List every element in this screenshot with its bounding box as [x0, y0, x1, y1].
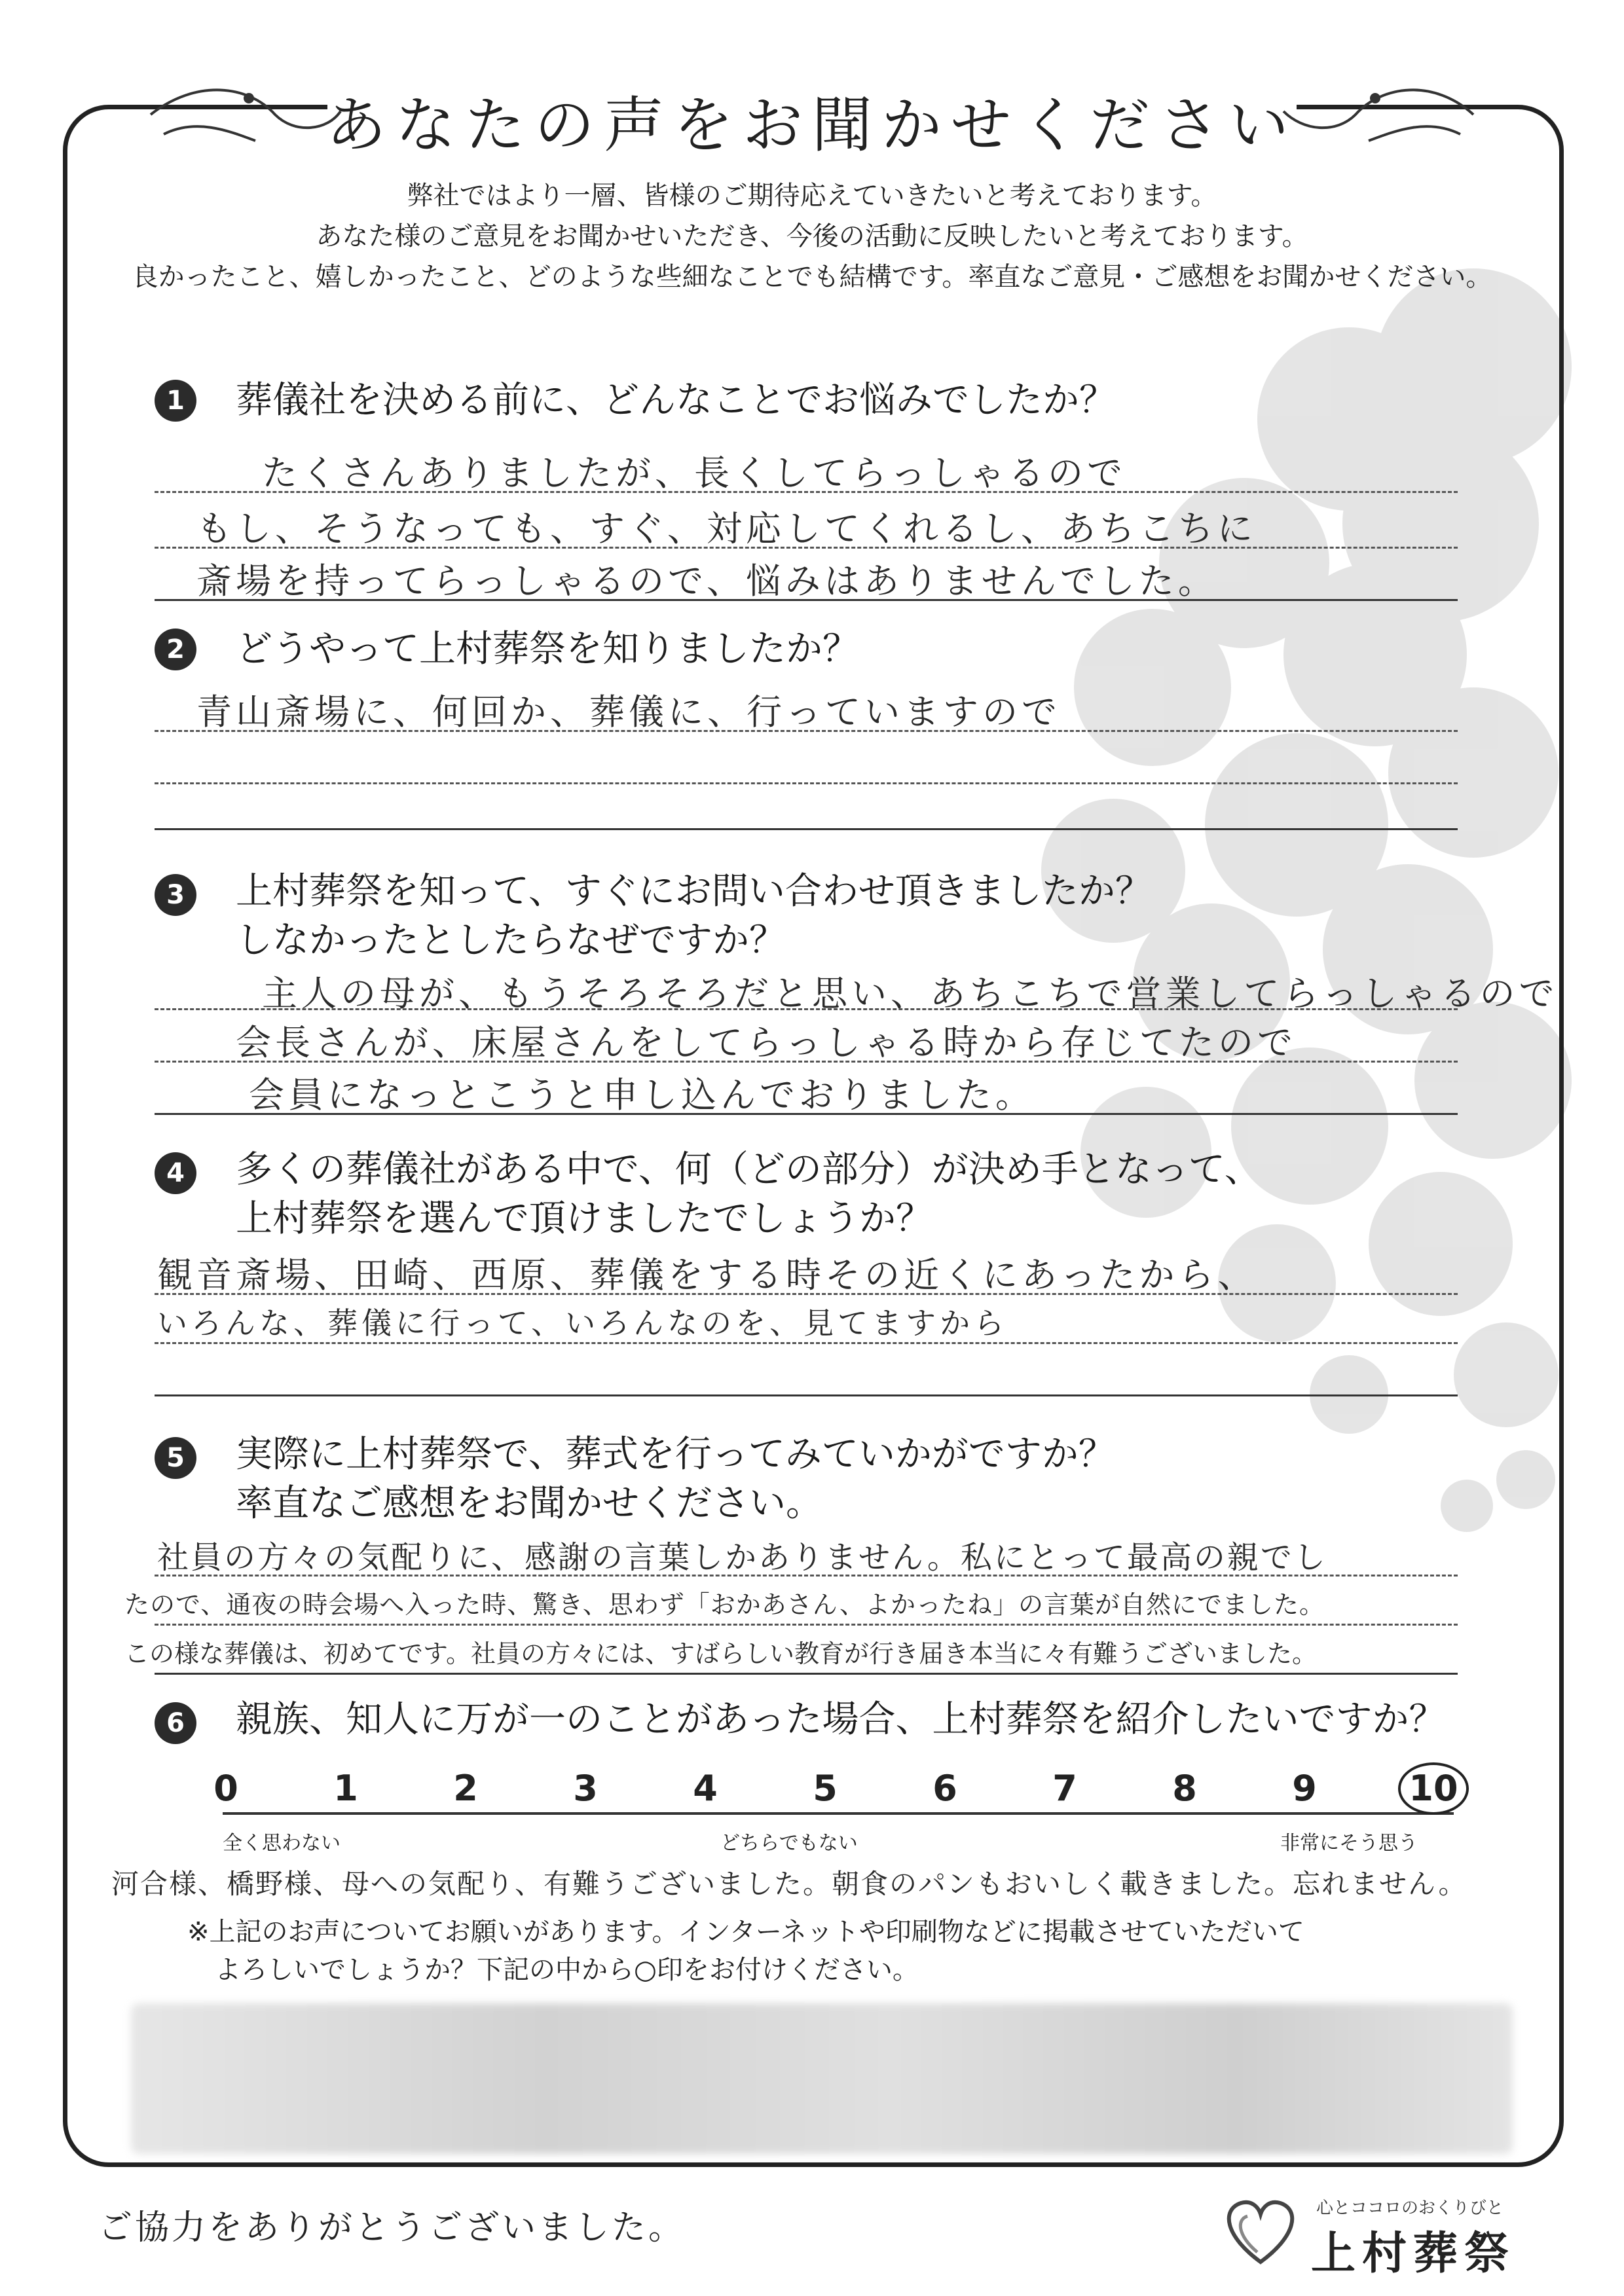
answer-line: この様な葬儀は、初めてです。社員の方々には、すばらしい教育が行き届き本当に々有難うございました。: [124, 1639, 1317, 1668]
answer-line: 青山斎場に、何回か、葬儀に、行っていますので: [196, 691, 1061, 733]
scale-label-high: 非常にそう思う: [1280, 1832, 1418, 1855]
scale-option[interactable]: 6: [932, 1768, 957, 1809]
question-number-badge: 4: [155, 1152, 196, 1194]
answer-rule: [155, 1394, 1458, 1396]
answer-line: 斎場を持ってらっしゃるので、悩みはありませんでした。: [196, 560, 1217, 602]
answer-line: 観音斎場、田崎、西原、葬儀をする時その近くにあったから、: [157, 1254, 1257, 1296]
answer-rule: [155, 828, 1458, 830]
answer-rule: [155, 547, 1458, 549]
answer-line: たので、通夜の時会場へ入った時、驚き、思わず「おかあさん、よかったね」の言葉が自然にでました。: [124, 1590, 1325, 1619]
answer-line: もし、そうなっても、すぐ、対応してくれるし、あちこちに: [196, 508, 1257, 549]
answer-line: 社員の方々の気配りに、感謝の言葉しかありません。私にとって最高の親でし: [157, 1539, 1327, 1576]
scale-option[interactable]: 3: [573, 1768, 598, 1809]
answer-rule: [155, 1673, 1458, 1675]
question-number-badge: 6: [155, 1702, 196, 1744]
note-line: よろしいでしょうか？下記の中から○印をお付けください。: [215, 1955, 919, 1985]
note-line: ※上記のお声についてお願いがあります。インターネットや印刷物などに掲載させていただいて: [187, 1917, 1304, 1947]
scale-option-selected[interactable]: 10: [1398, 1762, 1469, 1815]
brand-name: 上村葬祭: [1311, 2228, 1516, 2280]
answer-rule: [155, 491, 1458, 493]
intro-line: 弊社ではより一層、皆様のご期待応えていきたいと考えております。: [407, 181, 1217, 211]
answer-rule: [155, 730, 1458, 732]
answer-line: 会員になっとこうと申し込んでおりました。: [249, 1074, 1035, 1116]
answer-rule: [155, 782, 1458, 784]
scale-option[interactable]: 1: [333, 1768, 358, 1809]
answer-rule: [155, 1113, 1458, 1115]
page-title: あなたの声をお聞かせください: [325, 90, 1298, 160]
answer-line: 会長さんが、床屋さんをしてらっしゃる時から存じてたので: [236, 1022, 1297, 1063]
scale-option[interactable]: 8: [1172, 1768, 1197, 1809]
question-number-badge: 3: [155, 874, 196, 916]
answer-rule: [155, 1624, 1458, 1626]
intro-line: あなた様のご意見をお聞かせいただき、今後の活動に反映したいと考えております。: [316, 221, 1308, 251]
scale-option[interactable]: 5: [813, 1768, 838, 1809]
answer-line: 主人の母が、もうそろそろだと思い、あちこちで営業してらっしゃるので: [262, 973, 1559, 1014]
thanks-message: ご協力をありがとうございました。: [98, 2208, 686, 2248]
brand-tagline: 心とココロのおくりびと: [1316, 2198, 1504, 2218]
answer-rule: [155, 1342, 1458, 1344]
question-3-text: 上村葬祭を知って、すぐにお問い合わせ頂きましたか？: [236, 870, 1152, 913]
question-number-badge: 5: [155, 1437, 196, 1479]
question-5-text: 実際に上村葬祭で、葬式を行ってみていかがですか？: [236, 1433, 1115, 1476]
scale-option[interactable]: 0: [213, 1768, 238, 1809]
publication-note: [187, 1913, 1304, 1989]
question-5-text: 率直なご感想をお聞かせください。: [236, 1482, 822, 1525]
answer-line: いろんな、葬儀に行って、いろんなのを、見てますから: [157, 1305, 1008, 1341]
answer-line: たくさんありましたが、長くしてらっしゃるので: [262, 452, 1126, 494]
answer-rule: [155, 1575, 1458, 1576]
answer-rule: [155, 1008, 1458, 1010]
scale-axis: [223, 1812, 1454, 1815]
question-3-text: しなかったとしたらなぜですか？: [236, 919, 786, 962]
scale-option[interactable]: 2: [453, 1768, 478, 1809]
scale-label-low: 全く思わない: [223, 1832, 341, 1855]
scale-option[interactable]: 7: [1052, 1768, 1077, 1809]
intro-text: [131, 175, 1493, 297]
scale-option[interactable]: 4: [693, 1768, 718, 1809]
answer-rule: [155, 1293, 1458, 1295]
question-6-text: 親族、知人に万が一のことがあった場合、上村葬祭を紹介したいですか？: [236, 1698, 1446, 1741]
question-2-text: どうやって上村葬祭を知りましたか？: [236, 628, 859, 670]
scale-label-mid: どちらでもない: [720, 1832, 858, 1855]
answer-rule: [155, 599, 1458, 601]
scale-option[interactable]: 9: [1292, 1768, 1317, 1809]
question-number-badge: 1: [155, 380, 196, 422]
answer-line: 河合様、橋野様、母への気配り、有難うございました。朝食のパンもおいしく載きました。忘れません。: [111, 1868, 1467, 1900]
redacted-consent-options: [131, 2003, 1513, 2154]
question-4-text: 上村葬祭を選んで頂けましたでしょうか？: [236, 1197, 932, 1240]
brand-heart-icon: [1218, 2187, 1303, 2272]
question-4-text: 多くの葬儀社がある中で、何（どの部分）が決め手となって、: [236, 1148, 1261, 1191]
answer-rule: [155, 1061, 1458, 1063]
question-number-badge: 2: [155, 629, 196, 670]
intro-line: 良かったこと、嬉しかったこと、どのような些細なことでも結構です。率直なご意見・ご感想をお聞かせください。: [132, 262, 1492, 292]
question-1-text: 葬儀社を決める前に、どんなことでお悩みでしたか？: [236, 379, 1116, 422]
